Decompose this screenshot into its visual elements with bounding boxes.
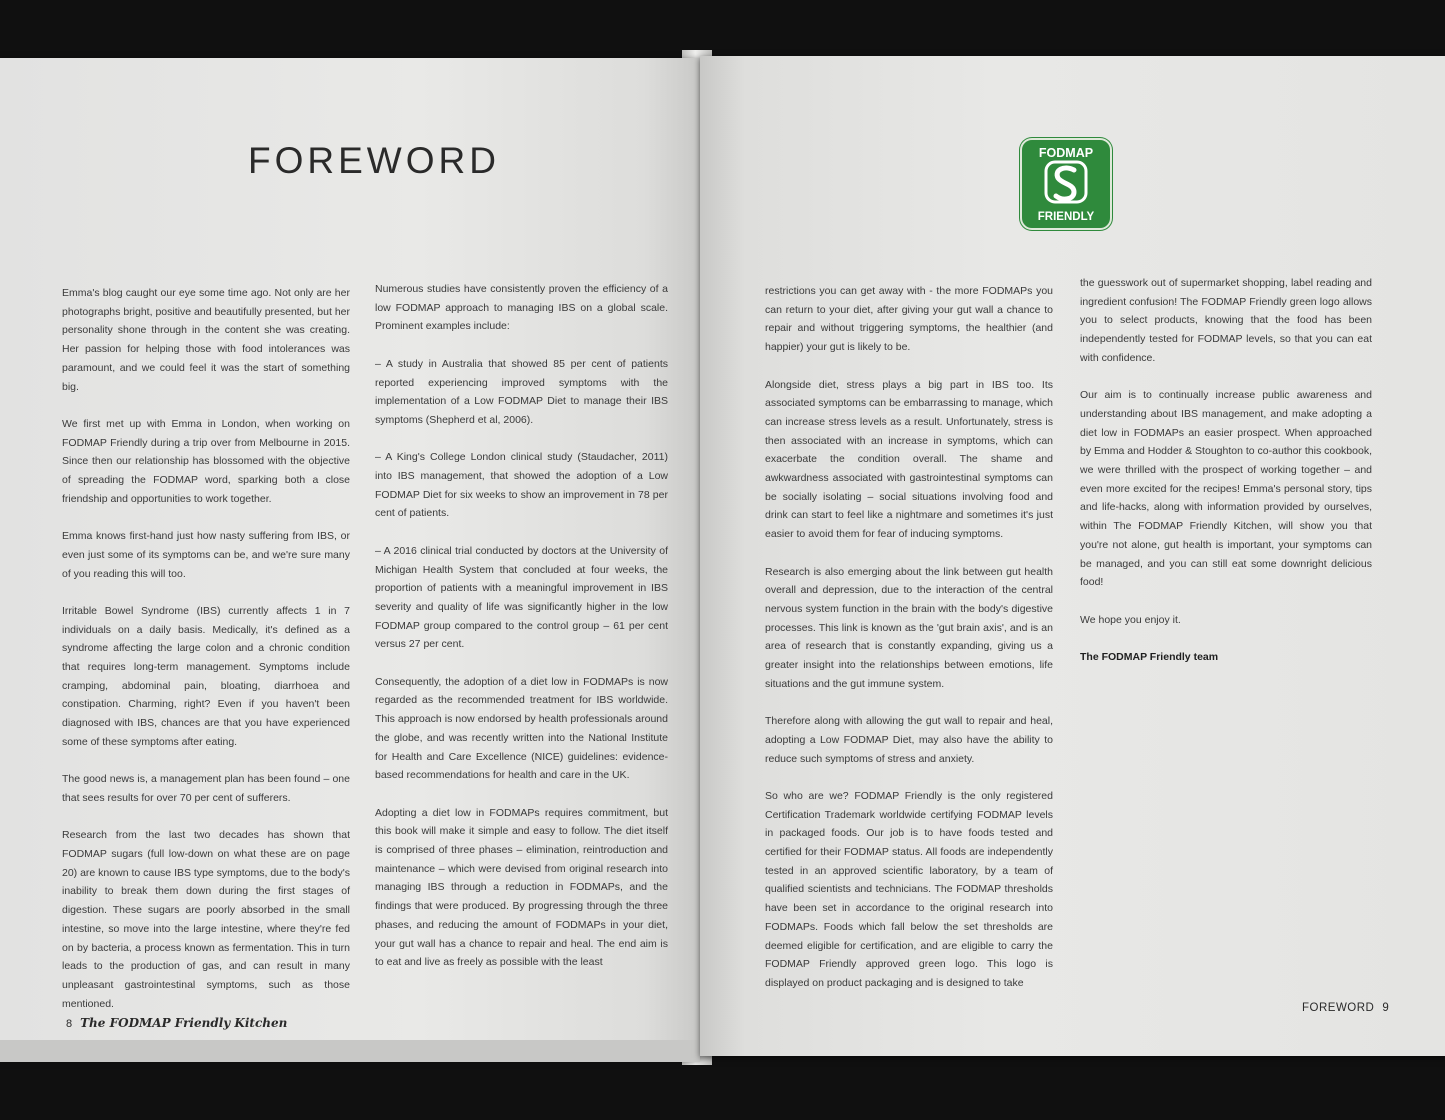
fodmap-logo-icon <box>1022 140 1110 228</box>
paragraph: Numerous studies have consistently proven the efficiency of a low FODMAP approach to managing IBS on a global scale. Prominent examples include: <box>375 283 668 333</box>
logo-text-top: FODMAP <box>1038 146 1094 160</box>
paragraph: Adopting a diet low in FODMAPs requires commitment, but this book will make it simple and easy to follow. The diet itself is comprised of three phases – elimination, reintroduction and maintenance – which were devised from original research into managing IBS through a reduction in FODMAPs, and the findings that were produced. By progressing through the three phases, and reducing the amount of FODMAPs in your diet, your gut wall has a chance to repair and heal. The end aim is to eat and live as freely as possible with the least <box>375 806 668 969</box>
signoff: The FODMAP Friendly team <box>1080 651 1219 664</box>
paragraph: So who are we? FODMAP Friendly is the only registered Certification Trademark worldwide certifying FODMAP levels in packaged foods. Our job is to have foods tested and certified for their FODMAP status. All foods are independently tested in an approved scientific laboratory, by a team of qualified scientists and technicians. The FODMAP thresholds have been set in accordance to the original research into FODMAPs. Foods which fall below the set thresholds are deemed eligible for certification, and are eligible to carry the FODMAP Friendly approved green logo. This logo is displayed on product packaging and is designed to take <box>765 789 1053 989</box>
left-page <box>0 58 700 1058</box>
fodmap-friendly-logo <box>1020 138 1112 230</box>
paragraph: Therefore along with allowing the gut wall to repair and heal, adopting a Low FODMAP Diet, may also have the ability to reduce such symptoms of stress and anxiety. <box>765 715 1053 765</box>
right-column-1 <box>765 282 1053 1011</box>
book-title: The FODMAP Friendly Kitchen <box>80 1016 288 1030</box>
logo-text-bottom: FRIENDLY <box>1037 211 1095 223</box>
right-column-2 <box>1080 274 1372 685</box>
left-column-2 <box>375 280 668 991</box>
right-page <box>700 56 1445 1056</box>
paragraph: Research from the last two decades has shown that FODMAP sugars (full low-down on what these are on page 20) are known to cause IBS type symptoms, due to the body's inability to break them down during the first stages of digestion. These sugars are poorly absorbed in the small intestine, so move into the large intestine, where they're fed on by bacteria, a process known as fermentation. This in turn leads to the production of gas, and can result in many unpleasant gastrointestinal symptoms, such as those mentioned. <box>62 829 350 1010</box>
paragraph: – A study in Australia that showed 85 per cent of patients reported experiencing improved symptoms with the implementation of a Low FODMAP Diet to manage their IBS symptoms (Shepherd et al, 2006). <box>375 357 668 426</box>
paragraph: – A King's College London clinical study (Staudacher, 2011) into IBS management, that showed the adoption of a Low FODMAP Diet for six weeks to show an improvement in 78 per cent of patients. <box>375 451 668 520</box>
section-name: FOREWORD <box>1302 1002 1375 1014</box>
paragraph: – A 2016 clinical trial conducted by doctors at the University of Michigan Health System that concluded at four weeks, the proportion of patients with a meaningful improvement in IBS severity and quality of life was significantly higher in the low FODMAP group compared to the control group – 61 per cent versus 27 per cent. <box>375 544 668 651</box>
paragraph: the guesswork out of supermarket shopping, label reading and ingredient confusion! The FODMAP Friendly green logo allows you to select products, knowing that the food has been independently tested for FODMAP levels, so that you can eat with confidence. <box>1080 277 1372 364</box>
left-page-footer <box>66 1016 287 1030</box>
paragraph: Irritable Bowel Syndrome (IBS) currently affects 1 in 7 individuals on a daily basis. Medically, it's defined as a syndrome affecting the large colon and a chronic condition that requires long-term management. Symptoms include cramping, abdominal pain, bloating, diarrhoea and constipation. Charming, right? Even if you haven't been diagnosed with IBS, chances are that you have experienced some of these symptoms after eating. <box>62 604 350 748</box>
paragraph: Our aim is to continually increase public awareness and understanding about IBS management, and make adopting a diet low in FODMAPs an easier prospect. When approached by Emma and Hodder & Stoughton to co-author this cookbook, we were thrilled with the prospect of working together – and even more excited for the recipes! Emma's personal story, tips and life-hacks, along with information provided by ourselves, within The FODMAP Friendly Kitchen, will show you that you're not alone, gut health is important, your symptoms can be managed, and you can still eat some downright delicious food! <box>1080 389 1372 589</box>
page-number: 8 <box>66 1018 73 1030</box>
paragraph: restrictions you can get away with - the more FODMAPs you can return to your diet, after giving your gut wall a chance to repair and without triggering symptoms, the healthier (and happier) your gut is likely to be. <box>765 285 1053 354</box>
page-title: FOREWORD <box>248 140 500 181</box>
paragraph: Research is also emerging about the link between gut health overall and depression, due to the interaction of the central nervous system function in the brain with the body's digestive processes. This link is known as the 'gut brain axis', and is an area of research that is constantly expanding, giving us a greater insight into the relationships between emotions, life situations and the gut immune system. <box>765 565 1053 690</box>
left-column-1 <box>62 284 350 1032</box>
paragraph: The good news is, a management plan has been found – one that sees results for over 70 per cent of sufferers. <box>62 773 350 804</box>
page-number: 9 <box>1382 1002 1390 1014</box>
paragraph: Consequently, the adoption of a diet low in FODMAPs is now regarded as the recommended treatment for IBS worldwide. This approach is now endorsed by health professionals around the globe, and was recently written into the National Institute for Health and Care Excellence (NICE) guidelines: evidence-based recommendations for health and care in the UK. <box>375 675 668 782</box>
paragraph: We hope you enjoy it. <box>1080 613 1181 626</box>
right-page-footer <box>1302 1002 1389 1014</box>
page-edge <box>0 1040 700 1062</box>
paragraph: We first met up with Emma in London, when working on FODMAP Friendly during a trip over from Melbourne in 2015. Since then our relationship has blossomed with the objective of spreading the FODMAP word, sparking both a close friendship and opportunities to work together. <box>62 417 350 505</box>
paragraph: Emma knows first-hand just how nasty suffering from IBS, or even just some of its symptoms can be, and we're sure many of you reading this will too. <box>62 530 350 580</box>
paragraph: Emma's blog caught our eye some time ago. Not only are her photographs bright, positive and beautifully presented, but her personality shone through in the content she was creating. Her passion for helping those with food intolerances was paramount, and we could feel it was the start of something big. <box>62 287 350 393</box>
paragraph: Alongside diet, stress plays a big part in IBS too. Its associated symptoms can be embarrassing to manage, which can increase stress levels as a result. Unfortunately, stress is then associated with an increase in symptoms, which can exacerbate the condition overall. The shame and awkwardness associated with gastrointestinal symptoms can be socially isolating – social situations involving food and drink can start to feel like a nightmare and sometimes it's just easier to avoid them for fear of inducing symptoms. <box>765 378 1053 541</box>
